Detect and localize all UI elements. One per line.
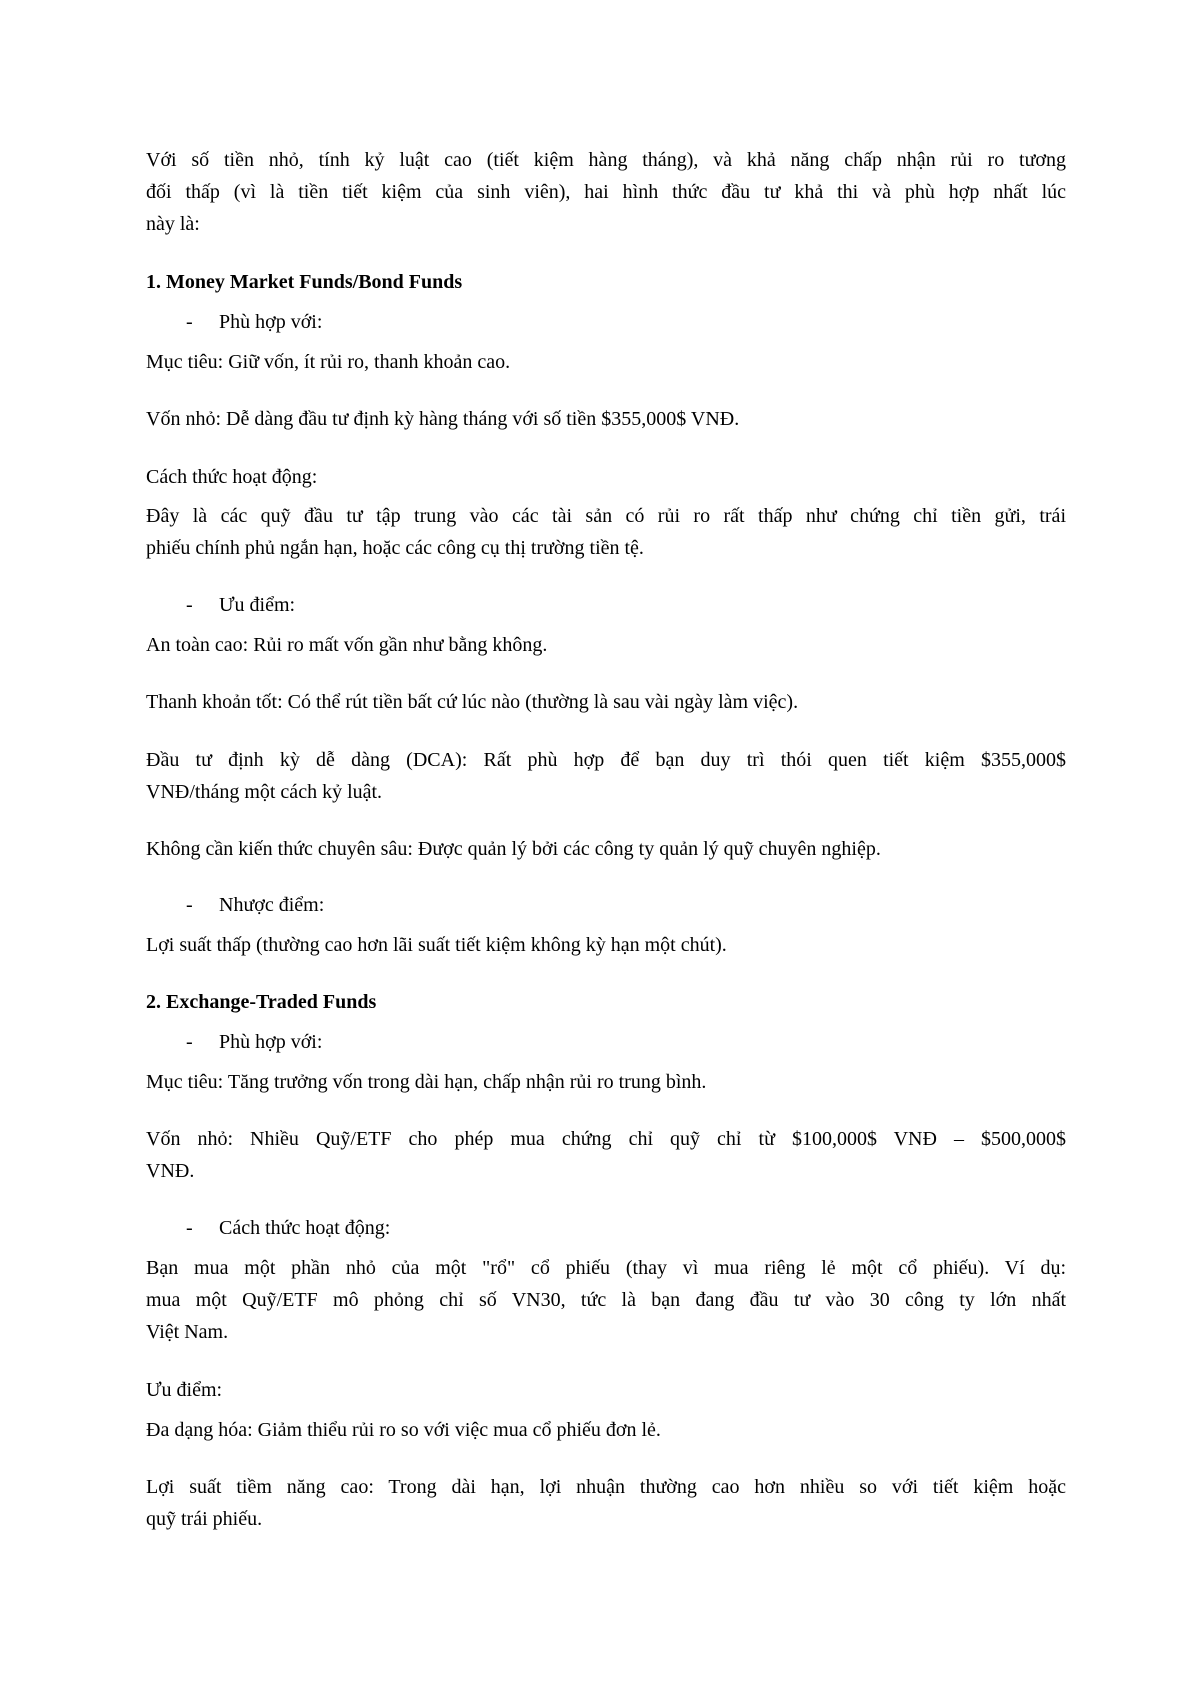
section-1-pros-label: Ưu điểm:	[219, 594, 296, 616]
section-1-pro-3-line-2: VNĐ/tháng một cách kỷ luật.	[146, 781, 383, 803]
bullet-dash: -	[186, 311, 193, 333]
section-2-suitable-label: Phù hợp với:	[219, 1031, 323, 1053]
section-1-how-line-2: phiếu chính phủ ngắn hạn, hoặc các công cụ thị trường tiền tệ.	[146, 537, 644, 559]
section-2-how-line-1: Bạn mua một phần nhỏ của một "rổ" cổ phiếu (thay vì mua riêng lẻ một cổ phiếu). Ví dụ:	[146, 1257, 1066, 1279]
section-2-pro-2-line-1: Lợi suất tiềm năng cao: Trong dài hạn, lợi nhuận thường cao hơn nhiều so với tiết kiệm hoặc	[146, 1476, 1066, 1498]
section-1-pro-3-line-1: Đầu tư định kỳ dễ dàng (DCA): Rất phù hợp để bạn duy trì thói quen tiết kiệm $355,000$	[146, 749, 1066, 771]
bullet-dash: -	[186, 1217, 193, 1239]
section-1-cons-label: Nhược điểm:	[219, 894, 325, 916]
section-1-how-line-1: Đây là các quỹ đầu tư tập trung vào các tài sản có rủi ro rất thấp như chứng chỉ tiền gửi, trái	[146, 505, 1066, 527]
section-2-capital-line-2: VNĐ.	[146, 1160, 195, 1182]
bullet-dash: -	[186, 894, 193, 916]
section-2-pros-label: Ưu điểm:	[146, 1379, 223, 1401]
section-1-capital: Vốn nhỏ: Dễ dàng đầu tư định kỳ hàng tháng với số tiền $355,000$ VNĐ.	[146, 408, 740, 430]
section-1-con-1: Lợi suất thấp (thường cao hơn lãi suất tiết kiệm không kỳ hạn một chút).	[146, 934, 727, 956]
intro-line-3: này là:	[146, 213, 200, 235]
section-1-heading: 1. Money Market Funds/Bond Funds	[146, 271, 463, 293]
section-2-how-line-2: mua một Quỹ/ETF mô phỏng chỉ số VN30, tức là bạn đang đầu tư vào 30 công ty lớn nhất	[146, 1289, 1066, 1311]
section-2-how-label: Cách thức hoạt động:	[219, 1217, 391, 1239]
section-2-how-line-3: Việt Nam.	[146, 1321, 229, 1343]
section-1-pro-1: An toàn cao: Rủi ro mất vốn gần như bằng không.	[146, 634, 548, 656]
section-1-suitable-label: Phù hợp với:	[219, 311, 323, 333]
bullet-dash: -	[186, 1031, 193, 1053]
section-1-goal: Mục tiêu: Giữ vốn, ít rủi ro, thanh khoản cao.	[146, 351, 511, 373]
section-1-how-label: Cách thức hoạt động:	[146, 466, 318, 488]
section-1-pro-4: Không cần kiến thức chuyên sâu: Được quản lý bởi các công ty quản lý quỹ chuyên nghiệp.	[146, 838, 881, 860]
section-2-pro-2-line-2: quỹ trái phiếu.	[146, 1508, 263, 1530]
intro-line-2: đối thấp (vì là tiền tiết kiệm của sinh viên), hai hình thức đầu tư khả thi và phù hợp nhất lúc	[146, 181, 1066, 203]
section-2-pro-1: Đa dạng hóa: Giảm thiểu rủi ro so với việc mua cổ phiếu đơn lẻ.	[146, 1419, 661, 1441]
bullet-dash: -	[186, 594, 193, 616]
section-2-capital-line-1: Vốn nhỏ: Nhiều Quỹ/ETF cho phép mua chứng chỉ quỹ chỉ từ $100,000$ VNĐ – $500,000$	[146, 1128, 1066, 1150]
section-1-pro-2: Thanh khoản tốt: Có thể rút tiền bất cứ lúc nào (thường là sau vài ngày làm việc).	[146, 691, 799, 713]
section-2-goal: Mục tiêu: Tăng trưởng vốn trong dài hạn, chấp nhận rủi ro trung bình.	[146, 1071, 707, 1093]
section-2-heading: 2. Exchange-Traded Funds	[146, 991, 377, 1013]
intro-line-1: Với số tiền nhỏ, tính kỷ luật cao (tiết kiệm hàng tháng), và khả năng chấp nhận rủi ro tương	[146, 149, 1066, 171]
